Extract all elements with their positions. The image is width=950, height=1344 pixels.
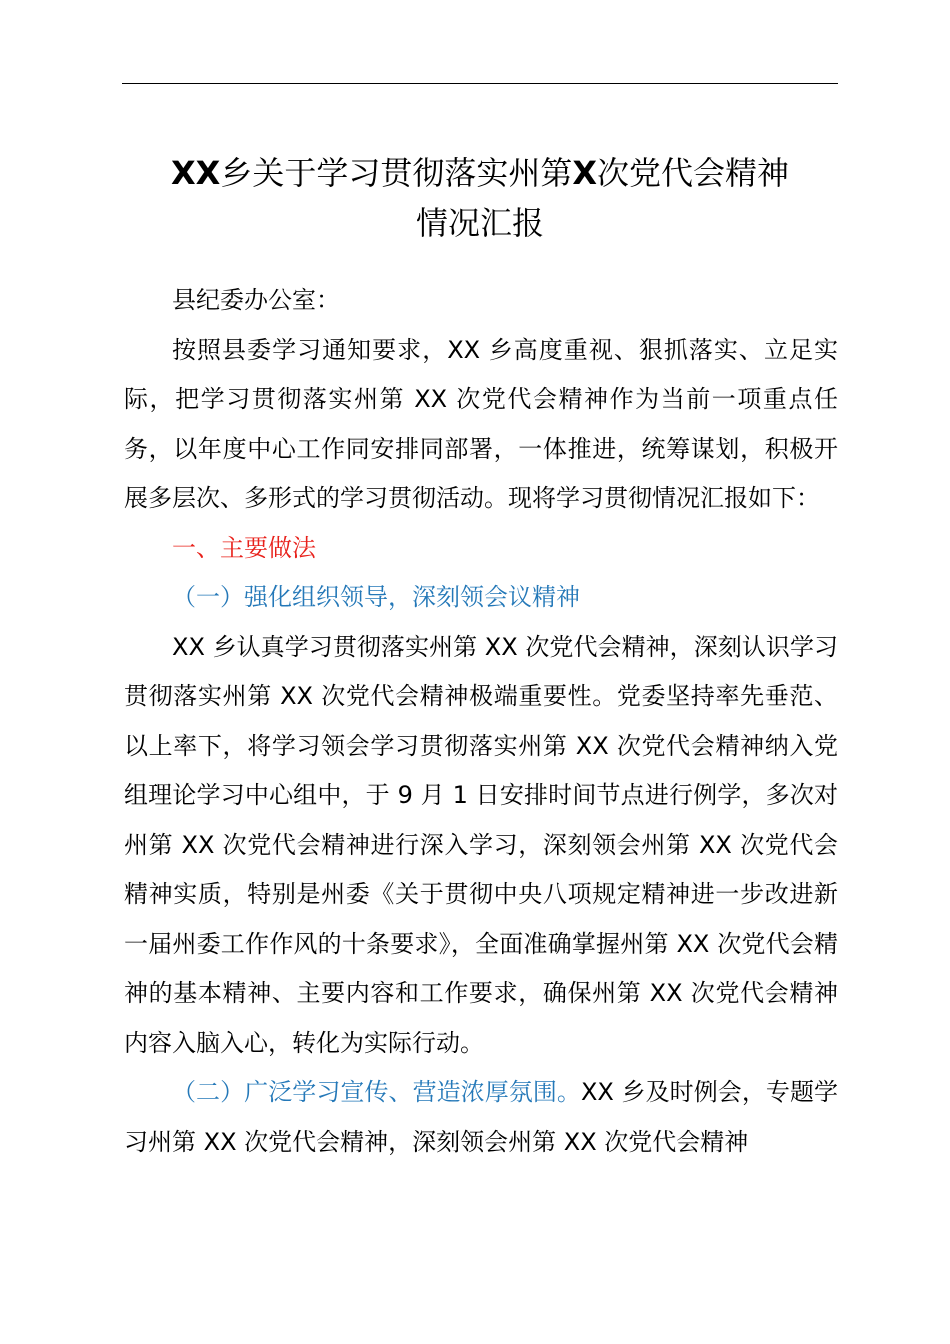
subsection-1-paragraph: XX 乡认真学习贯彻落实州第 XX 次党代会精神，深刻认识学习贯彻落实州第 XX 次党代会精神极端重要性。党委坚持率先垂范、以上率下，将学习领会学习贯彻落实州第 XX 次党代会精神纳入党组理论学习中心组中，于 9 月 1 日安排时间节点进行例学，多次对州第 XX 次党代会精神进行深入学习，深刻领会州第 XX 次党代会精神实质，特别是州委《关于贯彻中央八项规定精神进一步改进新一届州委工作作风的十条要求》，全面准确掌握州第 XX 次党代会精神的基本精神、主要内容和工作要求，确保州第 XX 次党代会精神内容入脑入心，转化为实际行动。 — [124, 632, 838, 1057]
subsection-2-text: XX 乡及时例会，专题学习州第 XX 次党代会精神，深刻领会州第 XX 次党代会精神 — [124, 1078, 839, 1156]
title-part-2: 乡关于学习贯彻落实州第 — [220, 154, 573, 192]
document-body — [124, 276, 838, 1167]
document-title — [100, 148, 860, 248]
subsection-heading-1: （一）强化组织领导，深刻领会议精神 — [172, 583, 580, 611]
intro-paragraph: 按照县委学习通知要求，XX 乡高度重视、狠抓落实、立足实际，把学习贯彻落实州第 XX 次党代会精神作为当前一项重点任务，以年度中心工作同安排同部署，一体推进，统筹谋划，积极开展多层次、多形式的学习贯彻活动。现将学习贯彻情况汇报如下： — [124, 335, 838, 512]
subsection-2-paragraph — [124, 1068, 838, 1167]
salutation: 县纪委办公室： — [172, 286, 340, 314]
title-part-3: X — [572, 154, 597, 192]
section-heading-1: 一、主要做法 — [172, 533, 316, 562]
subsection-heading-2: （二）广泛学习宣传、营造浓厚氛围。 — [172, 1078, 581, 1106]
title-part-1: XX — [170, 154, 221, 192]
title-line-2: 情况汇报 — [415, 204, 544, 242]
header-rule — [122, 83, 838, 84]
title-part-4: 次党代会精神 — [597, 154, 790, 192]
